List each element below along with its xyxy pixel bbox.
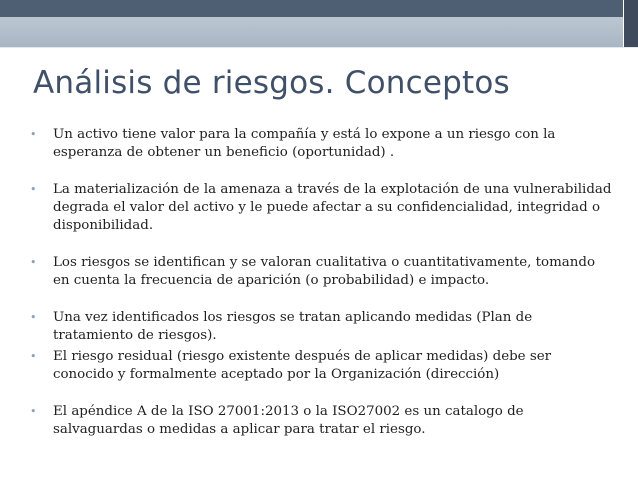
bullet-text: El riesgo residual (riesgo existente después de aplicar medidas) debe ser conocido y formalmente aceptado por la Organización (dirección) bbox=[53, 349, 552, 382]
bullet-item bbox=[30, 348, 615, 384]
bullet-item bbox=[30, 309, 615, 345]
bullet-dot-icon: • bbox=[30, 311, 37, 324]
bullet-text: Una vez identificados los riesgos se tratan aplicando medidas (Plan de tratamiento de riesgos). bbox=[53, 310, 533, 343]
bullet-text: Los riesgos se identifican y se valoran cualitativa o cuantitativamente, tomando en cuenta la frecuencia de aparición (o probabilidad) e impacto. bbox=[53, 255, 596, 288]
bullet-dot-icon: • bbox=[30, 256, 37, 269]
header-band bbox=[0, 0, 638, 47]
bullet-dot-icon: • bbox=[30, 128, 37, 141]
header-band-dark-strip bbox=[0, 0, 638, 17]
slide-title: Análisis de riesgos. Conceptos bbox=[33, 65, 510, 101]
bullet-dot-icon: • bbox=[30, 405, 37, 418]
bullet-item bbox=[30, 403, 615, 439]
header-band-light-strip bbox=[0, 17, 638, 47]
bullet-text: Un activo tiene valor para la compañía y está lo expone a un riesgo con la esperanza de obtener un beneficio (oportunidad) . bbox=[53, 127, 556, 160]
bullet-item bbox=[30, 254, 615, 290]
bullet-list bbox=[30, 126, 615, 439]
bullet-dot-icon: • bbox=[30, 183, 37, 196]
bullet-dot-icon: • bbox=[30, 350, 37, 363]
bullet-text: El apéndice A de la ISO 27001:2013 o la ISO27002 es un catalogo de salvaguardas o medidas a aplicar para tratar el riesgo. bbox=[53, 404, 524, 437]
bullet-text: La materialización de la amenaza a través de la explotación de una vulnerabilidad degrada el valor del activo y le puede afectar a su confidencialidad, integridad o disponibilidad. bbox=[53, 182, 612, 233]
header-divider bbox=[0, 47, 638, 48]
bullet-item bbox=[30, 126, 615, 162]
bullet-item bbox=[30, 181, 615, 235]
header-corner-tab bbox=[623, 0, 638, 47]
